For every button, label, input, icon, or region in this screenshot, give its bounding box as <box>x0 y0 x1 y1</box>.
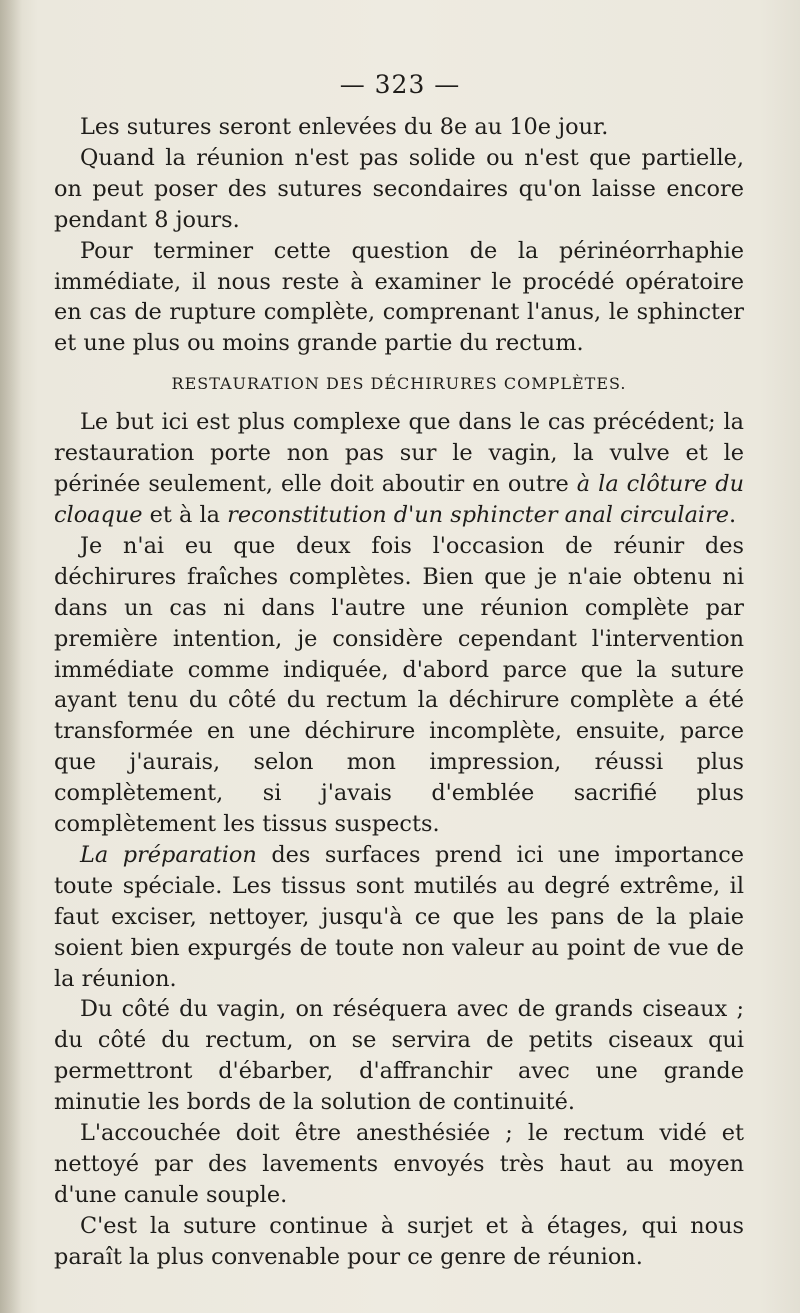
goal-italic-sphincter: reconstitution d'un sphincter anal circulaire <box>227 501 730 528</box>
paragraph-anesthesia: L'accouchée doit être anesthésiée ; le rectum vidé et nettoyé par des lavements envoyés très haut au moyen d'une canule souple. <box>54 1120 744 1208</box>
paragraph-preparation <box>54 840 744 995</box>
goal-text-1: Le but ici est plus complexe que dans le cas précédent; la restauration porte non pas sur le vagin, la vulve et le périnée seulement, elle doit aboutir en outre <box>54 409 744 498</box>
paragraph-scissors: Du côté du vagin, on réséquera avec de grands ciseaux ; du côté du rectum, on se servira de petits ciseaux qui permettront d'ébarber, d'affranchir avec une grande minutie les bords de la solution de continuité. <box>54 996 744 1116</box>
page-number: — 323 — <box>339 70 461 99</box>
goal-text-3: . <box>729 501 737 528</box>
section-heading: RESTAURATION DES DÉCHIRURES COMPLÈTES. <box>171 374 627 394</box>
paragraph-continuous-suture: C'est la suture continue à surjet et à étages, qui nous paraît la plus convenable pour ce genre de réunion. <box>54 1212 744 1270</box>
preparation-text: des surfaces prend ici une importance toute spéciale. Les tissus sont mutilés au degré extrême, il faut exciser, nettoyer, jusqu'à ce que les pans de la plaie soient bien expurgés de toute non valeur au point de vue de la réunion. <box>54 841 744 992</box>
paragraph-complete-rupture: Pour terminer cette question de la périnéorrhaphie immédiate, il nous reste à examiner le procédé opératoire en cas de rupture complète, comprenant l'anus, le sphincter et une plus ou moins grande partie du rectum. <box>54 237 744 357</box>
goal-italic-cloaque: à la clôture du cloaque <box>54 471 744 528</box>
preparation-italic: La préparation <box>80 841 257 868</box>
paragraph-fresh-tears: Je n'ai eu que deux fois l'occasion de réunir des déchirures fraîches complètes. Bien que je n'aie obtenu ni dans un cas ni dans l'autre une réunion complète par première intention, je considère cependant l'intervention immédiate comme indiquée, d'abord parce que la suture ayant tenu du côté du rectum la déchirure complète a été transformée en une déchirure incomplète, ensuite, parce que j'aurais, selon mon impression, réussi plus complètement, si j'avais d'emblée sacrifié plus complètement les tissus suspects. <box>54 532 744 838</box>
paragraph-goal <box>54 407 744 531</box>
body-text <box>54 112 744 1273</box>
goal-text-2: et à la <box>142 501 228 528</box>
binding-shadow <box>0 0 22 1313</box>
paragraph-sutures-removal: Les sutures seront enlevées du 8e au 10e jour. <box>80 114 609 140</box>
paragraph-secondary-sutures: Quand la réunion n'est pas solide ou n'est que partielle, on peut poser des sutures secondaires qu'on laisse encore pendant 8 jours. <box>54 144 744 233</box>
